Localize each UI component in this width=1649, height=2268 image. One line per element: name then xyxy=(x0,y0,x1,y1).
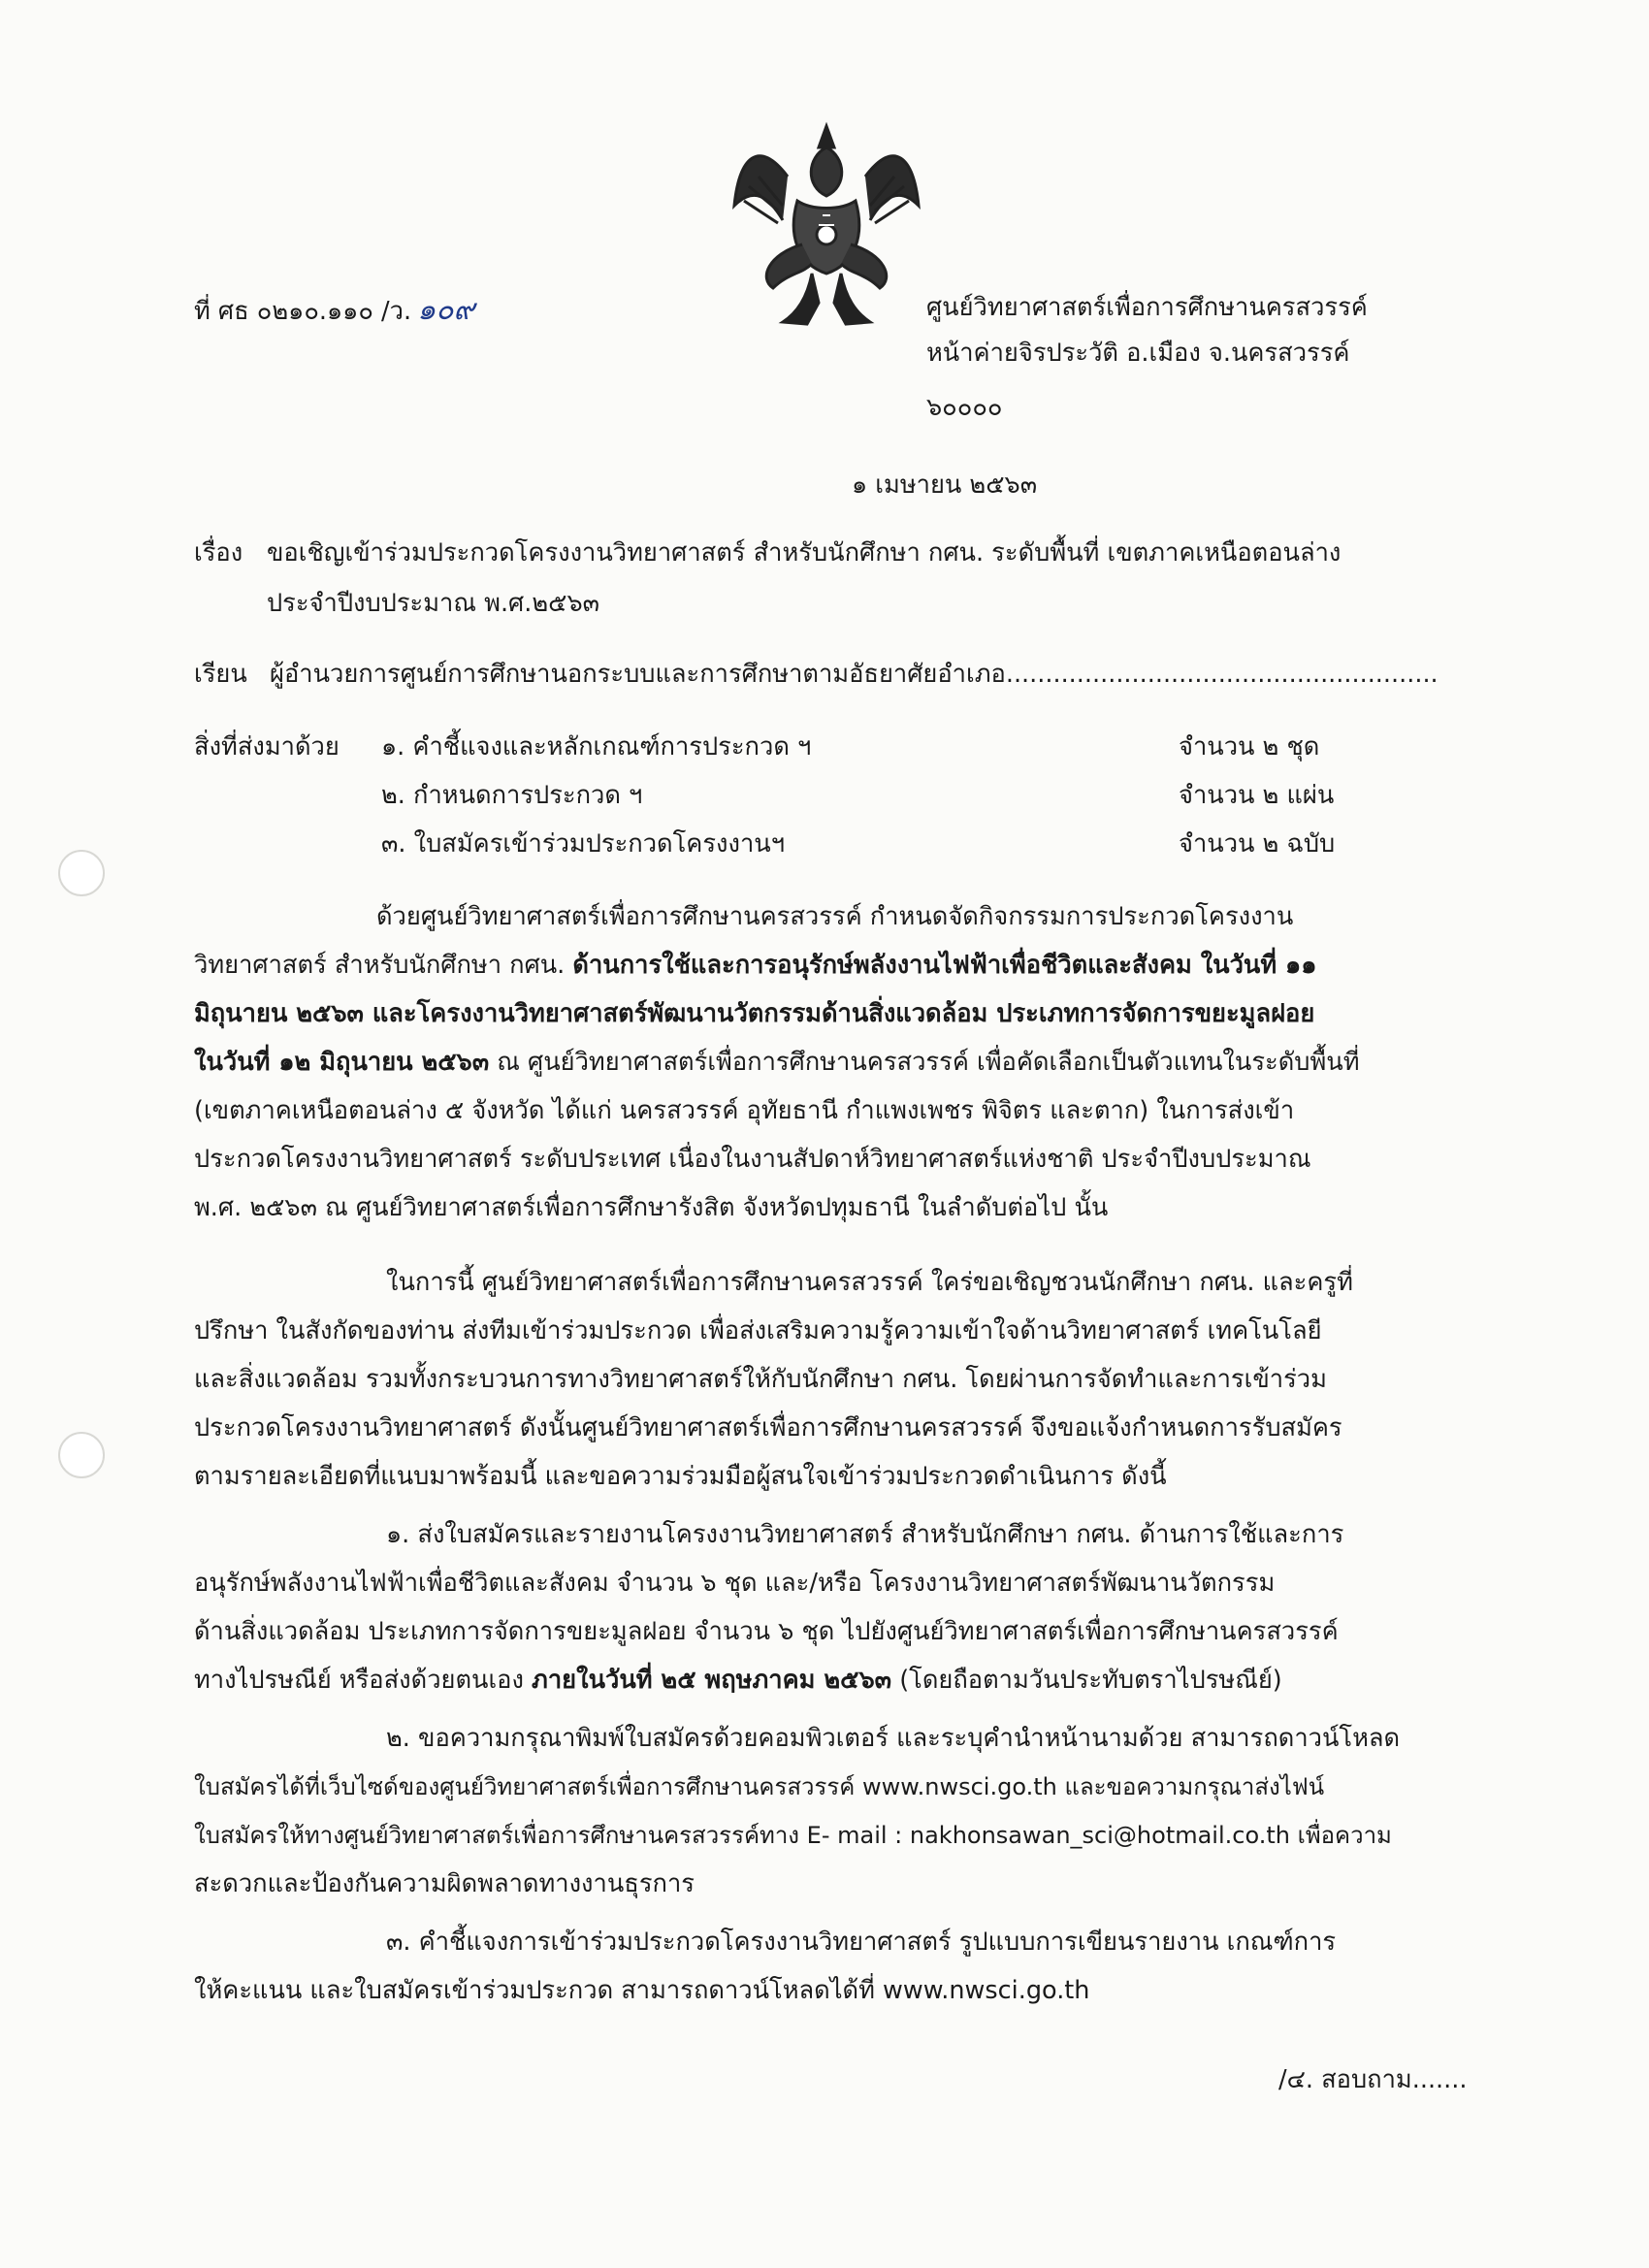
paragraph1-line: พ.ศ. ๒๕๖๓ ณ ศูนย์วิทยาศาสตร์เพื่อการศึกษารังสิต จังหวัดปทุมธานี ในลำดับต่อไป นั้น xyxy=(194,1193,1109,1222)
enclosure-qty: จำนวน ๒ ฉบับ xyxy=(1179,829,1336,859)
enclosure-item: ๒. กำหนดการประกวด ฯ xyxy=(381,781,643,810)
letter-date: ๑ เมษายน ๒๕๖๓ xyxy=(852,470,1038,500)
paragraph2-line: ปรึกษา ในสังกัดของท่าน ส่งทีมเข้าร่วมประกวด เพื่อส่งเสริมความรู้ความเข้าใจด้านวิทยาศาสตร์ เทคโนโลยี xyxy=(194,1316,1322,1345)
item1-line: อนุรักษ์พลังงานไฟฟ้าเพื่อชีวิตและสังคม จำนวน ๖ ชุด และ/หรือ โครงงานวิทยาศาสตร์พัฒนานวัตกรรม xyxy=(194,1569,1276,1598)
paragraph2-line: และสิ่งแวดล้อม รวมทั้งกระบวนการทางวิทยาศาสตร์ให้กับนักศึกษา กศน. โดยผ่านการจัดทำและการเข้าร่วม xyxy=(194,1365,1327,1394)
subject-label: เรื่อง xyxy=(194,538,243,567)
bold-phrase: ในวันที่ ๑๒ มิถุนายน ๒๕๖๓ xyxy=(194,1048,490,1077)
paragraph1-line: วิทยาศาสตร์ สำหรับนักศึกษา กศน. ด้านการใช้และการอนุรักษ์พลังงานไฟฟ้าเพื่อชีวิตและสังคม ในวันที่ ๑๑ xyxy=(194,951,1317,980)
garuda-emblem-icon xyxy=(729,118,923,341)
paragraph1-line: ในวันที่ ๑๒ มิถุนายน ๒๕๖๓ ณ ศูนย์วิทยาศาสตร์เพื่อการศึกษานครสวรรค์ เพื่อคัดเลือกเป็นตัวแทนในระดับพื้นที่ xyxy=(194,1048,1360,1077)
bold-phrase: ด้านการใช้และการอนุรักษ์พลังงานไฟฟ้าเพื่อชีวิตและสังคม ในวันที่ ๑๑ xyxy=(572,951,1317,980)
paragraph2-line: ประกวดโครงงานวิทยาศาสตร์ ดังนั้นศูนย์วิทยาศาสตร์เพื่อการศึกษานครสวรรค์ จึงขอแจ้งกำหนดการรับสมัคร xyxy=(194,1413,1342,1442)
handwritten-number: ๑๐๙ xyxy=(417,293,475,327)
bold-deadline: ภายในวันที่ ๒๕ พฤษภาคม ๒๕๖๓ xyxy=(532,1666,892,1695)
paragraph1-line: ด้วยศูนย์วิทยาศาสตร์เพื่อการศึกษานครสวรรค์ กำหนดจัดกิจกรรมการประกวดโครงงาน xyxy=(376,902,1294,931)
item2-line: ใบสมัครให้ทางศูนย์วิทยาศาสตร์เพื่อการศึกษานครสวรรค์ทาง E- mail : nakhonsawan_sci@hotmail.co.th เพื่อความ xyxy=(194,1822,1392,1849)
paragraph1-line: ประกวดโครงงานวิทยาศาสตร์ ระดับประเทศ เนื่องในงานสัปดาห์วิทยาศาสตร์แห่งชาติ ประจำปีงบประมาณ xyxy=(194,1145,1311,1174)
enclosure-item: ๑. คำชี้แจงและหลักเกณฑ์การประกวด ฯ xyxy=(381,732,812,761)
sender-address-line2: หน้าค่ายจิรประวัติ อ.เมือง จ.นครสวรรค์ xyxy=(926,339,1350,368)
salutation-label: เรียน xyxy=(194,660,247,689)
item1-line: ทางไปรษณีย์ หรือส่งด้วยตนเอง ภายในวันที่ ๒๕ พฤษภาคม ๒๕๖๓ (โดยถือตามวันประทับตราไปรษณีย์) xyxy=(194,1666,1282,1695)
enclosure-item: ๓. ใบสมัครเข้าร่วมประกวดโครงงานฯ xyxy=(381,829,786,859)
sender-postcode: ๖๐๐๐๐ xyxy=(926,393,1003,422)
paragraph2-line: ตามรายละเอียดที่แนบมาพร้อมนี้ และขอความร่วมมือผู้สนใจเข้าร่วมประกวดดำเนินการ ดังนี้ xyxy=(194,1462,1167,1491)
sender-address-line1: ศูนย์วิทยาศาสตร์เพื่อการศึกษานครสวรรค์ xyxy=(926,293,1368,322)
item2-line: ใบสมัครได้ที่เว็บไซด์ของศูนย์วิทยาศาสตร์เพื่อการศึกษานครสวรรค์ www.nwsci.go.th และขอความกรุณาส่งไฟน์ xyxy=(194,1773,1325,1800)
item1-line: ด้านสิ่งแวดล้อม ประเภทการจัดการขยะมูลฝอย จำนวน ๖ ชุด ไปยังศูนย์วิทยาศาสตร์เพื่อการศึกษานครสวรรค์ xyxy=(194,1617,1339,1646)
paragraph1-line: มิถุนายน ๒๕๖๓ และโครงงานวิทยาศาสตร์พัฒนานวัตกรรมด้านสิ่งแวดล้อม ประเภทการจัดการขยะมูลฝอย xyxy=(194,999,1315,1028)
reference-number: ที่ ศธ ๐๒๑๐.๑๑๐ /ว. ๑๐๙ xyxy=(194,293,475,327)
continuation-marker: /๔. สอบถาม....... xyxy=(1278,2065,1468,2094)
item1-line: ๑. ส่งใบสมัครและรายงานโครงงานวิทยาศาสตร์ สำหรับนักศึกษา กศน. ด้านการใช้และการ xyxy=(386,1520,1344,1549)
subject-line2: ประจำปีงบประมาณ พ.ศ.๒๕๖๓ xyxy=(267,589,600,618)
punch-hole-bottom xyxy=(58,1432,105,1478)
enclosure-qty: จำนวน ๒ ชุด xyxy=(1179,732,1320,761)
enclosure-qty: จำนวน ๒ แผ่น xyxy=(1179,781,1335,810)
subject-line1: ขอเชิญเข้าร่วมประกวดโครงงานวิทยาศาสตร์ สำหรับนักศึกษา กศน. ระดับพื้นที่ เขตภาคเหนือตอนล่าง xyxy=(267,538,1342,567)
item2-line: ๒. ขอความกรุณาพิมพ์ใบสมัครด้วยคอมพิวเตอร์ และระบุคำนำหน้านามด้วย สามารถดาวน์โหลด xyxy=(386,1724,1401,1753)
salutation-recipient: ผู้อำนวยการศูนย์การศึกษานอกระบบและการศึกษาตามอัธยาศัยอำเภอ....................................................... xyxy=(270,660,1439,689)
punch-hole-top xyxy=(58,850,105,896)
enclosures-label: สิ่งที่ส่งมาด้วย xyxy=(194,732,340,761)
paragraph2-line: ในการนี้ ศูนย์วิทยาศาสตร์เพื่อการศึกษานครสวรรค์ ใคร่ขอเชิญชวนนักศึกษา กศน. และครูที่ xyxy=(386,1268,1353,1297)
item3-line: ๓. คำชี้แจงการเข้าร่วมประกวดโครงงานวิทยาศาสตร์ รูปแบบการเขียนรายงาน เกณฑ์การ xyxy=(386,1928,1337,1957)
item3-line: ให้คะแนน และใบสมัครเข้าร่วมประกวด สามารถดาวน์โหลดได้ที่ www.nwsci.go.th xyxy=(194,1976,1090,2005)
item2-line: สะดวกและป้องกันความผิดพลาดทางงานธุรการ xyxy=(194,1869,695,1898)
paragraph1-line: (เขตภาคเหนือตอนล่าง ๕ จังหวัด ได้แก่ นครสวรรค์ อุทัยธานี กำแพงเพชร พิจิตร และตาก) ในการส่งเข้า xyxy=(194,1096,1295,1125)
